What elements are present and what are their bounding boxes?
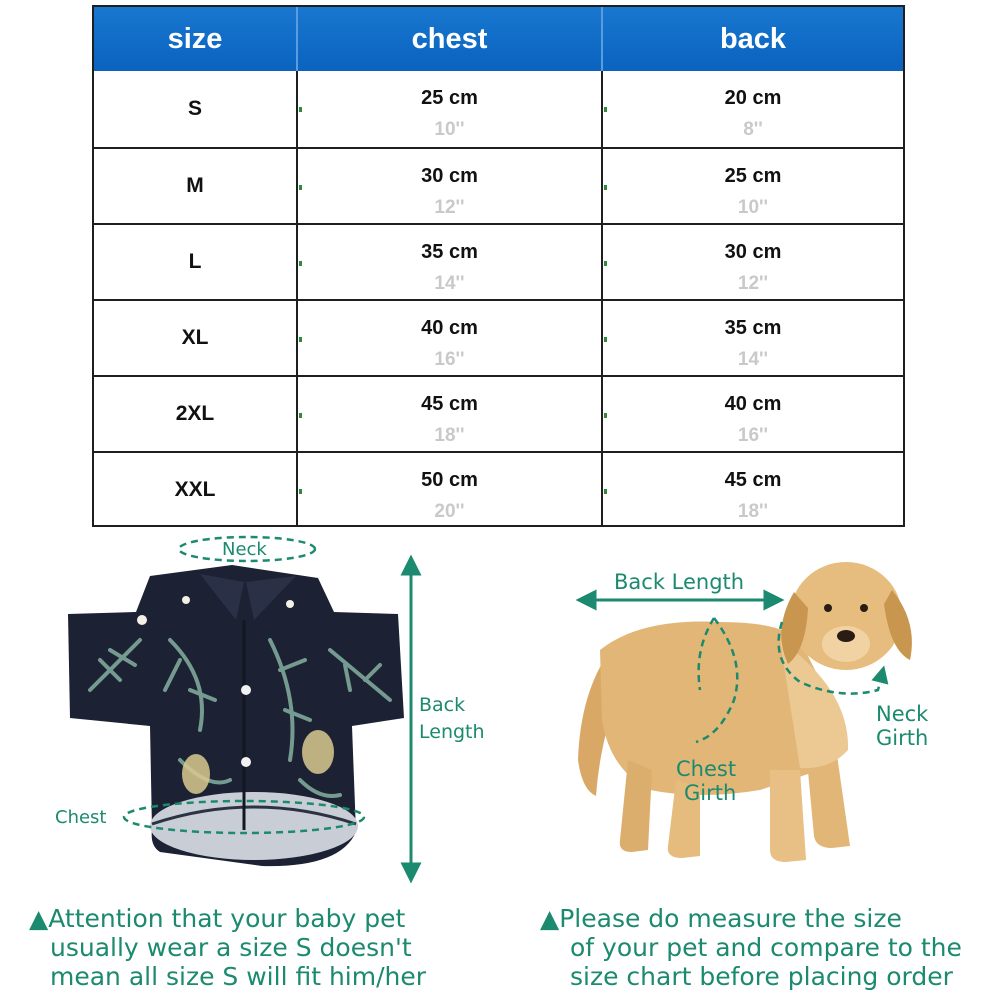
dog-chest-girth-label-line1: Chest bbox=[676, 757, 737, 781]
back-cm: 45 cm bbox=[724, 469, 782, 491]
attention-note-line1: ▲Attention that your baby pet bbox=[29, 904, 406, 933]
measure-note-line1: ▲Please do measure the size bbox=[540, 904, 902, 933]
chest-cm: 35 cm bbox=[421, 241, 478, 263]
size-cell: XL bbox=[181, 326, 209, 349]
chest-inch: 12'' bbox=[434, 197, 465, 218]
golden-retriever-puppy-icon bbox=[578, 562, 912, 862]
chest-inch: 18'' bbox=[434, 425, 465, 446]
shirt-neck-label: Neck bbox=[222, 539, 267, 560]
attention-note-line2: usually wear a size S doesn't bbox=[50, 933, 412, 962]
header-size: size bbox=[167, 22, 223, 55]
dog-back-length-label: Back Length bbox=[614, 570, 745, 594]
chest-cm: 30 cm bbox=[421, 165, 478, 187]
hawaiian-shirt-icon bbox=[68, 565, 404, 866]
dog-neck-girth-label-line2: Girth bbox=[876, 726, 929, 750]
back-cm: 40 cm bbox=[724, 393, 782, 415]
back-inch: 18'' bbox=[737, 501, 769, 522]
size-cell: XXL bbox=[174, 478, 216, 501]
dog-neck-girth-label-line1: Neck bbox=[876, 702, 929, 726]
chest-inch: 16'' bbox=[434, 349, 465, 370]
back-inch: 10'' bbox=[737, 197, 769, 218]
measure-note-line2: of your pet and compare to the bbox=[570, 933, 962, 962]
chest-cm: 45 cm bbox=[421, 393, 478, 415]
size-cell: M bbox=[186, 174, 204, 197]
back-inch: 8'' bbox=[743, 119, 763, 140]
back-cm: 20 cm bbox=[724, 87, 782, 109]
back-inch: 12'' bbox=[737, 273, 769, 294]
chest-cm: 25 cm bbox=[421, 87, 478, 109]
back-inch: 14'' bbox=[737, 349, 769, 370]
back-cm: 25 cm bbox=[724, 165, 782, 187]
shirt-back-length-label-line2: Length bbox=[419, 721, 485, 743]
header-back: back bbox=[601, 7, 903, 71]
chest-inch: 14'' bbox=[434, 273, 465, 294]
chest-cm: 40 cm bbox=[421, 317, 478, 339]
back-inch: 16'' bbox=[737, 425, 769, 446]
header-chest: chest bbox=[296, 7, 601, 71]
chest-inch: 10'' bbox=[434, 119, 465, 140]
measure-note-line3: size chart before placing order bbox=[570, 962, 953, 991]
size-cell: 2XL bbox=[175, 402, 215, 425]
chest-cm: 50 cm bbox=[421, 469, 478, 491]
back-cm: 30 cm bbox=[724, 241, 782, 263]
size-cell: S bbox=[187, 97, 202, 120]
shirt-back-length-label-line1: Back bbox=[419, 694, 466, 716]
size-cell: L bbox=[188, 250, 202, 273]
attention-note-line3: mean all size S will fit him/her bbox=[50, 962, 427, 991]
shirt-chest-label: Chest bbox=[55, 807, 107, 828]
chest-inch: 20'' bbox=[434, 501, 465, 522]
dog-chest-girth-label-line2: Girth bbox=[684, 781, 737, 805]
back-cm: 35 cm bbox=[724, 317, 782, 339]
